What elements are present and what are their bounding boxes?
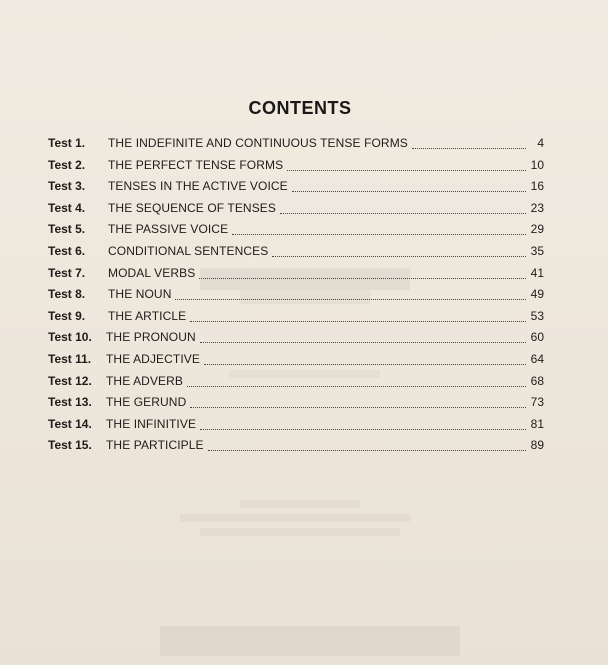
dot-leader: [200, 419, 526, 430]
entry-title: THE PARTICIPLE: [106, 438, 204, 453]
dot-leader: [280, 203, 526, 214]
test-number: Test 5.: [48, 222, 86, 237]
entry-title: THE PERFECT TENSE FORMS: [108, 157, 284, 172]
toc-entry: [0, 286, 608, 302]
entry-title: THE PASSIVE VOICE: [108, 222, 229, 237]
dot-leader: [272, 246, 526, 257]
toc-entry: [0, 329, 608, 345]
page-number: 4: [537, 136, 544, 150]
page-number: 49: [530, 287, 544, 302]
toc-entry: [0, 178, 608, 194]
test-number: Test 8.: [48, 287, 86, 302]
test-number: Test 9.: [48, 308, 86, 323]
dot-leader: [232, 224, 526, 235]
toc-entry: [0, 157, 608, 173]
dot-leader: [200, 332, 526, 343]
entry-title: THE ADVERB: [106, 373, 184, 388]
dot-leader: [208, 440, 526, 451]
dot-leader: [412, 138, 526, 149]
page-number: 73: [530, 395, 544, 410]
dot-leader: [292, 181, 526, 192]
page-number: 64: [530, 352, 544, 366]
test-number: Test 15.: [48, 438, 92, 453]
page-number: 41: [530, 265, 544, 280]
entry-title: THE ADJECTIVE: [106, 352, 200, 366]
toc-entry: [0, 265, 608, 281]
page-number: 53: [530, 308, 544, 323]
toc-entry: [0, 243, 608, 259]
test-number: Test 3.: [48, 179, 86, 194]
page-number: 68: [530, 373, 544, 388]
entry-title: THE NOUN: [108, 287, 172, 302]
dot-leader: [287, 160, 526, 171]
test-number: Test 1.: [48, 136, 86, 150]
test-number: Test 14.: [48, 416, 92, 431]
entry-title: THE INDEFINITE AND CONTINUOUS TENSE FORMS: [108, 136, 408, 150]
entry-title: THE ARTICLE: [108, 308, 187, 323]
dot-leader: [199, 268, 526, 279]
dot-leader: [187, 376, 526, 387]
entry-title: CONDITIONAL SENTENCES: [108, 244, 269, 258]
toc-entry: [0, 200, 608, 216]
dot-leader: [190, 397, 526, 408]
page-number: 16: [530, 179, 544, 194]
test-number: Test 10.: [48, 330, 92, 345]
page-title: CONTENTS: [248, 98, 352, 118]
entry-title: TENSES IN THE ACTIVE VOICE: [108, 179, 288, 194]
entry-title: THE PRONOUN: [106, 330, 196, 345]
page-number: 89: [530, 438, 544, 453]
entry-title: THE GERUND: [106, 395, 187, 410]
page-number: 23: [530, 200, 544, 215]
page-number: 60: [530, 330, 544, 345]
dot-leader: [175, 289, 526, 300]
dot-leader: [190, 311, 526, 322]
toc-entry: [0, 351, 608, 367]
test-number: Test 2.: [48, 157, 86, 172]
toc-entry: [0, 437, 608, 453]
entry-title: MODAL VERBS: [108, 265, 196, 280]
test-number: Test 12.: [48, 373, 92, 388]
toc-entry: [0, 373, 608, 389]
toc-entry: [0, 416, 608, 432]
test-number: Test 11.: [48, 352, 92, 366]
entry-title: THE INFINITIVE: [106, 416, 197, 431]
toc-entry: [0, 308, 608, 324]
test-number: Test 7.: [48, 265, 86, 280]
page-number: 35: [530, 244, 544, 258]
toc-entry: [0, 135, 608, 151]
test-number: Test 6.: [48, 244, 86, 258]
page-number: 10: [530, 157, 544, 172]
entry-title: THE SEQUENCE OF TENSES: [108, 200, 277, 215]
test-number: Test 4.: [48, 200, 86, 215]
test-number: Test 13.: [48, 395, 92, 410]
dot-leader: [204, 354, 526, 365]
page-number: 29: [530, 222, 544, 237]
toc-entry: [0, 221, 608, 237]
page-number: 81: [530, 416, 544, 431]
toc-entry: [0, 394, 608, 410]
